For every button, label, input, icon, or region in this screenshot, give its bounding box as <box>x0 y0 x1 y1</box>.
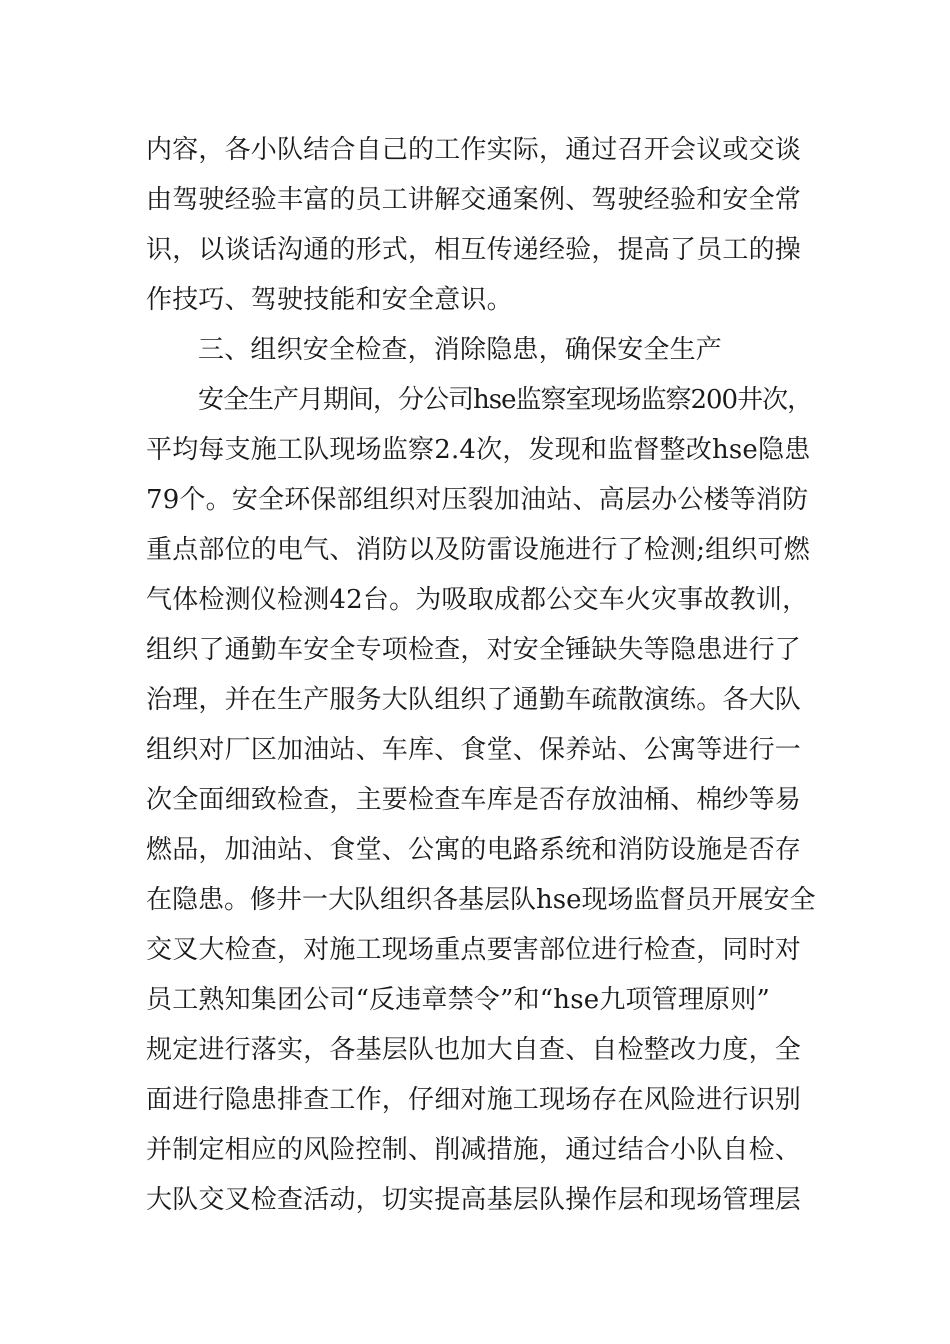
text-line: 平均每支施工队现场监察2.4次，发现和监督整改hse隐患 <box>146 435 811 465</box>
text-line: 内容，各小队结合自己的工作实际，通过召开会议或交谈 <box>146 135 802 165</box>
section-heading: 三、组织安全检查，消除隐患，确保安全生产 <box>198 335 723 365</box>
text-line: 气体检测仪检测42台。为吸取成都公交车火灾事故教训， <box>146 585 809 615</box>
text-line: 组织对厂区加油站、车库、食堂、保养站、公寓等进行一 <box>146 735 802 765</box>
text-line: 并制定相应的风险控制、削减措施，通过结合小队自检、 <box>146 1135 802 1165</box>
text-line: 面进行隐患排查工作，仔细对施工现场存在风险进行识别 <box>146 1085 802 1115</box>
paragraph-first-line: 安全生产月期间，分公司hse监察室现场监察200井次， <box>198 385 813 415</box>
text-line: 在隐患。修井一大队组织各基层队hse现场监督员开展安全 <box>146 885 816 915</box>
text-line: 员工熟知集团公司“反违章禁令”和“hse九项管理原则” <box>146 985 771 1015</box>
text-line: 交叉大检查，对施工现场重点要害部位进行检查，同时对 <box>146 935 802 965</box>
text-line: 规定进行落实，各基层队也加大自查、自检整改力度，全 <box>146 1035 802 1065</box>
text-line: 治理，并在生产服务大队组织了通勤车疏散演练。各大队 <box>146 685 802 715</box>
text-line: 大队交叉检查活动，切实提高基层队操作层和现场管理层 <box>146 1185 802 1215</box>
text-line: 燃品，加油站、食堂、公寓的电路系统和消防设施是否存 <box>146 835 802 865</box>
text-line: 次全面细致检查，主要检查车库是否存放油桶、棉纱等易 <box>146 785 802 815</box>
text-line: 重点部位的电气、消防以及防雷设施进行了检测;组织可燃 <box>146 535 810 565</box>
text-line: 由驾驶经验丰富的员工讲解交通案例、驾驶经验和安全常 <box>146 185 802 215</box>
text-line: 79个。安全环保部组织对压裂加油站、高层办公楼等消防 <box>146 485 809 515</box>
text-line: 组织了通勤车安全专项检查，对安全锤缺失等隐患进行了 <box>146 635 802 665</box>
text-line: 作技巧、驾驶技能和安全意识。 <box>146 285 513 315</box>
text-line: 识，以谈话沟通的形式，相互传递经验，提高了员工的操 <box>146 235 802 265</box>
